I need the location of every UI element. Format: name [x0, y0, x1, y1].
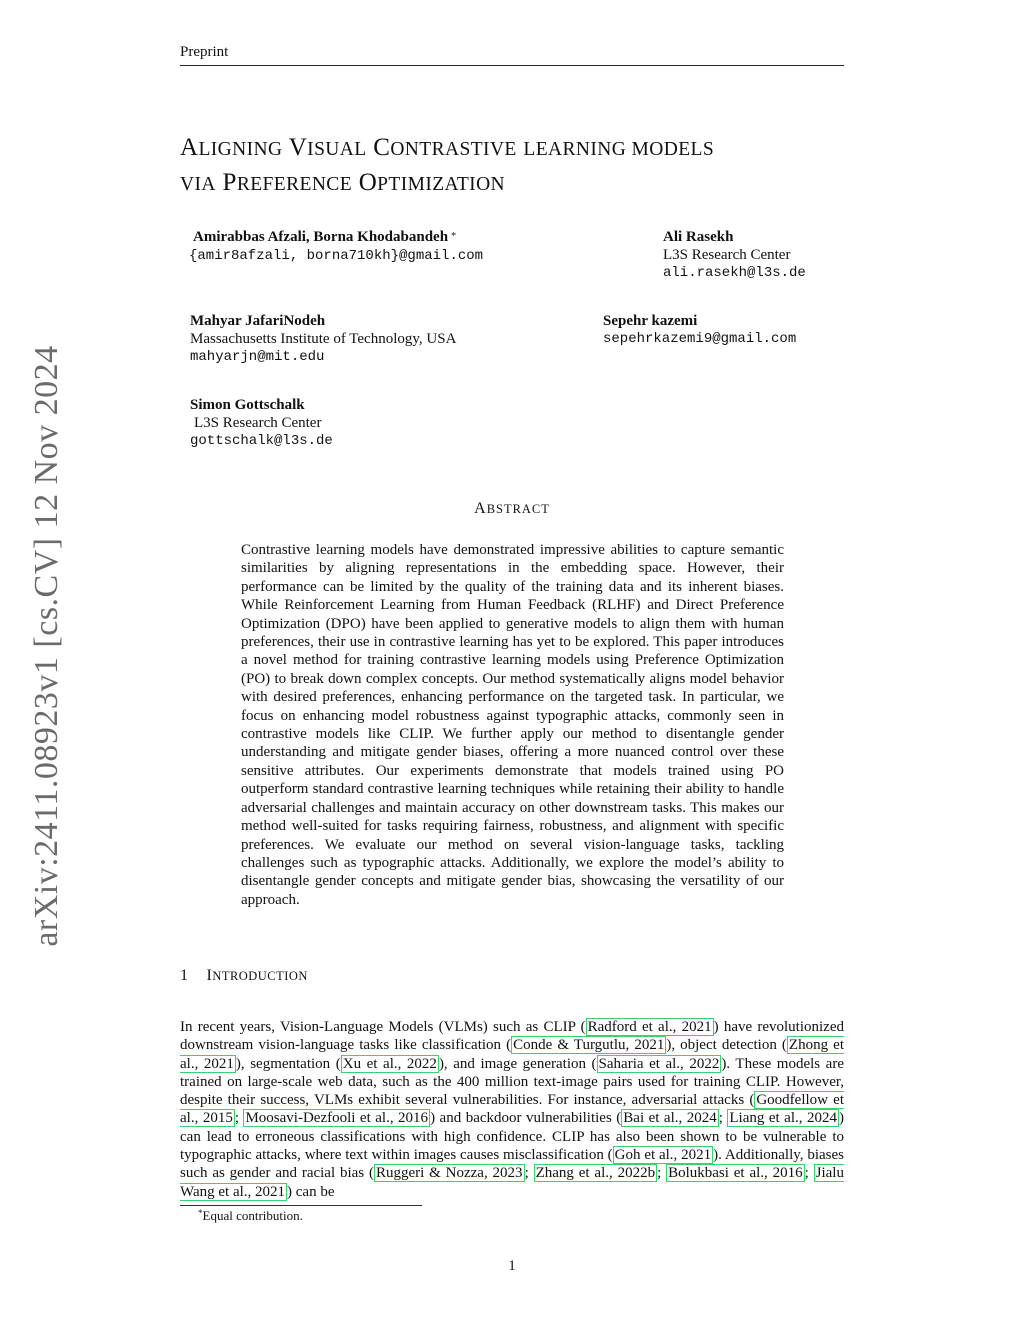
author-email[interactable]: mahyarjn@mit.edu: [190, 349, 325, 365]
citation-link[interactable]: Ruggeri & Nozza, 2023: [375, 1165, 523, 1182]
section-number: 1: [180, 967, 189, 984]
author-block-5: [190, 396, 333, 450]
abstract-heading: [0, 500, 1024, 518]
title-cap: A: [180, 134, 199, 161]
citation-link[interactable]: Zhong et al., 2021: [180, 1037, 844, 1072]
title-cap: V: [288, 134, 308, 161]
title-word: ONTRASTIVE: [390, 139, 517, 160]
citation-link[interactable]: Saharia et al., 2022: [598, 1055, 720, 1072]
title-word: LIGNING: [198, 139, 283, 160]
abstract-text: Contrastive learning models have demonstrated impressive abilities to capture semantic similarities by aligning representations in the embedding space. However, their performance can be limited by the quality of the training data and its inherent biases. While Reinforcement Learning from Human Feedback (RLHF) and Direct Preference Optimization (DPO) have been applied to generative models to align them with human preferences, their use in contrastive learning has yet to be explored. This paper introduces a novel method for training contrastive learning models using Preference Optimization (PO) to break down complex concepts. Our method systematically aligns model behavior with desired preferences, enhancing performance on the targeted task. In particular, we focus on enhancing model robustness against typographic attacks, commonly seen in contrastive models like CLIP. We further apply our method to disentangle gender understanding and mitigate gender biases, offering a more nuanced control over these sensitive attributes. Our experiments demonstrate that models trained using PO outperform standard contrastive learning techniques while retaining their ability to handle adversarial challenges and maintain accuracy on other downstream tasks. This makes our method well-suited for tasks requiring fairness, robustness, and alignment with specific preferences. We evaluate our method on several vision-language tasks, tackling challenges such as typographic attacks. Additionally, we explore the model’s ability to disentangle gender concepts and mitigate gender bias, showcasing the versatility of our approach.: [241, 542, 784, 908]
author-email[interactable]: gottschalk@l3s.de: [190, 433, 333, 449]
author-name: Ali Rasekh: [663, 229, 734, 245]
arxiv-stamp: arXiv:2411.08923v1 [cs.CV] 12 Nov 2024: [28, 345, 65, 947]
footnote-rule: [180, 1205, 422, 1206]
author-email[interactable]: sepehrkazemi9@gmail.com: [603, 331, 797, 347]
title-cap: P: [222, 169, 237, 196]
title-line-1: [180, 131, 860, 166]
author-block-4: [603, 312, 796, 348]
author-footnote-marker: *: [451, 231, 457, 242]
title-word: ISUAL: [307, 139, 367, 160]
title-word: PTIMIZATION: [377, 174, 506, 195]
citation-link[interactable]: Conde & Turgutlu, 2021: [513, 1037, 665, 1054]
footnote: [198, 1208, 303, 1224]
page-number: 1: [508, 1258, 516, 1274]
author-block-1: [193, 228, 456, 246]
citation-link[interactable]: Radford et al., 2021: [587, 1019, 712, 1035]
citation-link[interactable]: Zhang et al., 2022b: [535, 1165, 656, 1182]
section-heading-cap: I: [206, 967, 213, 984]
author-affiliation: L3S Research Center: [194, 415, 322, 431]
paper-title: [180, 131, 860, 201]
citation-link[interactable]: Xu et al., 2022: [342, 1055, 437, 1072]
citation-link[interactable]: Moosavi-Dezfooli et al., 2016: [245, 1110, 429, 1127]
title-line-2: [180, 166, 860, 201]
author-email[interactable]: {amir8afzali, borna710kh}@gmail.com: [189, 248, 484, 264]
footnote-text: Equal contribution.: [202, 1208, 303, 1223]
title-cap: O: [358, 169, 378, 196]
author-block-3: [190, 312, 456, 366]
author-names: Amirabbas Afzali, Borna Khodabandeh: [193, 229, 449, 245]
author-email[interactable]: ali.rasekh@l3s.de: [663, 265, 806, 281]
author-affiliation: L3S Research Center: [663, 247, 791, 263]
author-block-2: [663, 228, 806, 282]
author-name: Sepehr kazemi: [603, 313, 698, 329]
title-word: LEARNING MODELS: [523, 139, 715, 160]
author-name: Simon Gottschalk: [190, 397, 305, 413]
citation-link[interactable]: Goh et al., 2021: [614, 1147, 712, 1164]
citation-link[interactable]: Goodfellow et al., 2015: [180, 1092, 844, 1127]
title-word: VIA: [180, 174, 216, 195]
title-word: REFERENCE: [236, 174, 353, 195]
citation-link[interactable]: Bolukbasi et al., 2016: [668, 1165, 803, 1182]
author-affiliation: Massachusetts Institute of Technology, USA: [190, 331, 457, 347]
running-head: Preprint: [180, 44, 229, 60]
section-heading-rest: NTRODUCTION: [212, 969, 308, 983]
section-heading-introduction: [180, 967, 308, 985]
header-rule: [180, 65, 844, 66]
citation-link[interactable]: Bai et al., 2024: [623, 1110, 717, 1127]
abstract-heading-rest: BSTRACT: [486, 502, 550, 516]
introduction-paragraph: In recent years, Vision-Language Models (VLMs) such as CLIP ( Radford et al., 2021 ) have revolutionized downstream vision-language tasks like classification ( Conde & Turgutlu, 2021 ), object detection ( Zhong et al., 2021 ), segmentation ( Xu et al., 2022 ), and image generation ( Saharia et al., 2022 ). These models are trained on large-scale web data, such as the 400 million text-image pairs used for training CLIP. However, despite their success, VLMs exhibit several vulnerabilities. For instance, adversarial attacks ( Goodfellow et al., 2015 ; Moosavi-Dezfooli et al., 2016 ) and backdoor vulnerabilities ( Bai et al., 2024 ; Liang et al., 2024 ) can lead to erroneous classifications with high confidence. CLIP has also been shown to be vulnerable to typographic attacks, where text within images causes misclassification ( Goh et al., 2021 ). Additionally, biases such as gender and racial bias ( Ruggeri & Nozza, 2023 ; Zhang et al., 2022b ; Bolukbasi et al., 2016 ; Jialu Wang et al., 2021 ) can be: [180, 1019, 845, 1200]
abstract-heading-cap: A: [474, 500, 487, 517]
footnote-marker: *: [198, 1208, 203, 1218]
author-name: Mahyar JafariNodeh: [190, 313, 326, 329]
title-cap: C: [373, 134, 391, 161]
citation-link[interactable]: Jialu Wang et al., 2021: [180, 1165, 844, 1200]
citation-link[interactable]: Liang et al., 2024: [729, 1110, 837, 1127]
